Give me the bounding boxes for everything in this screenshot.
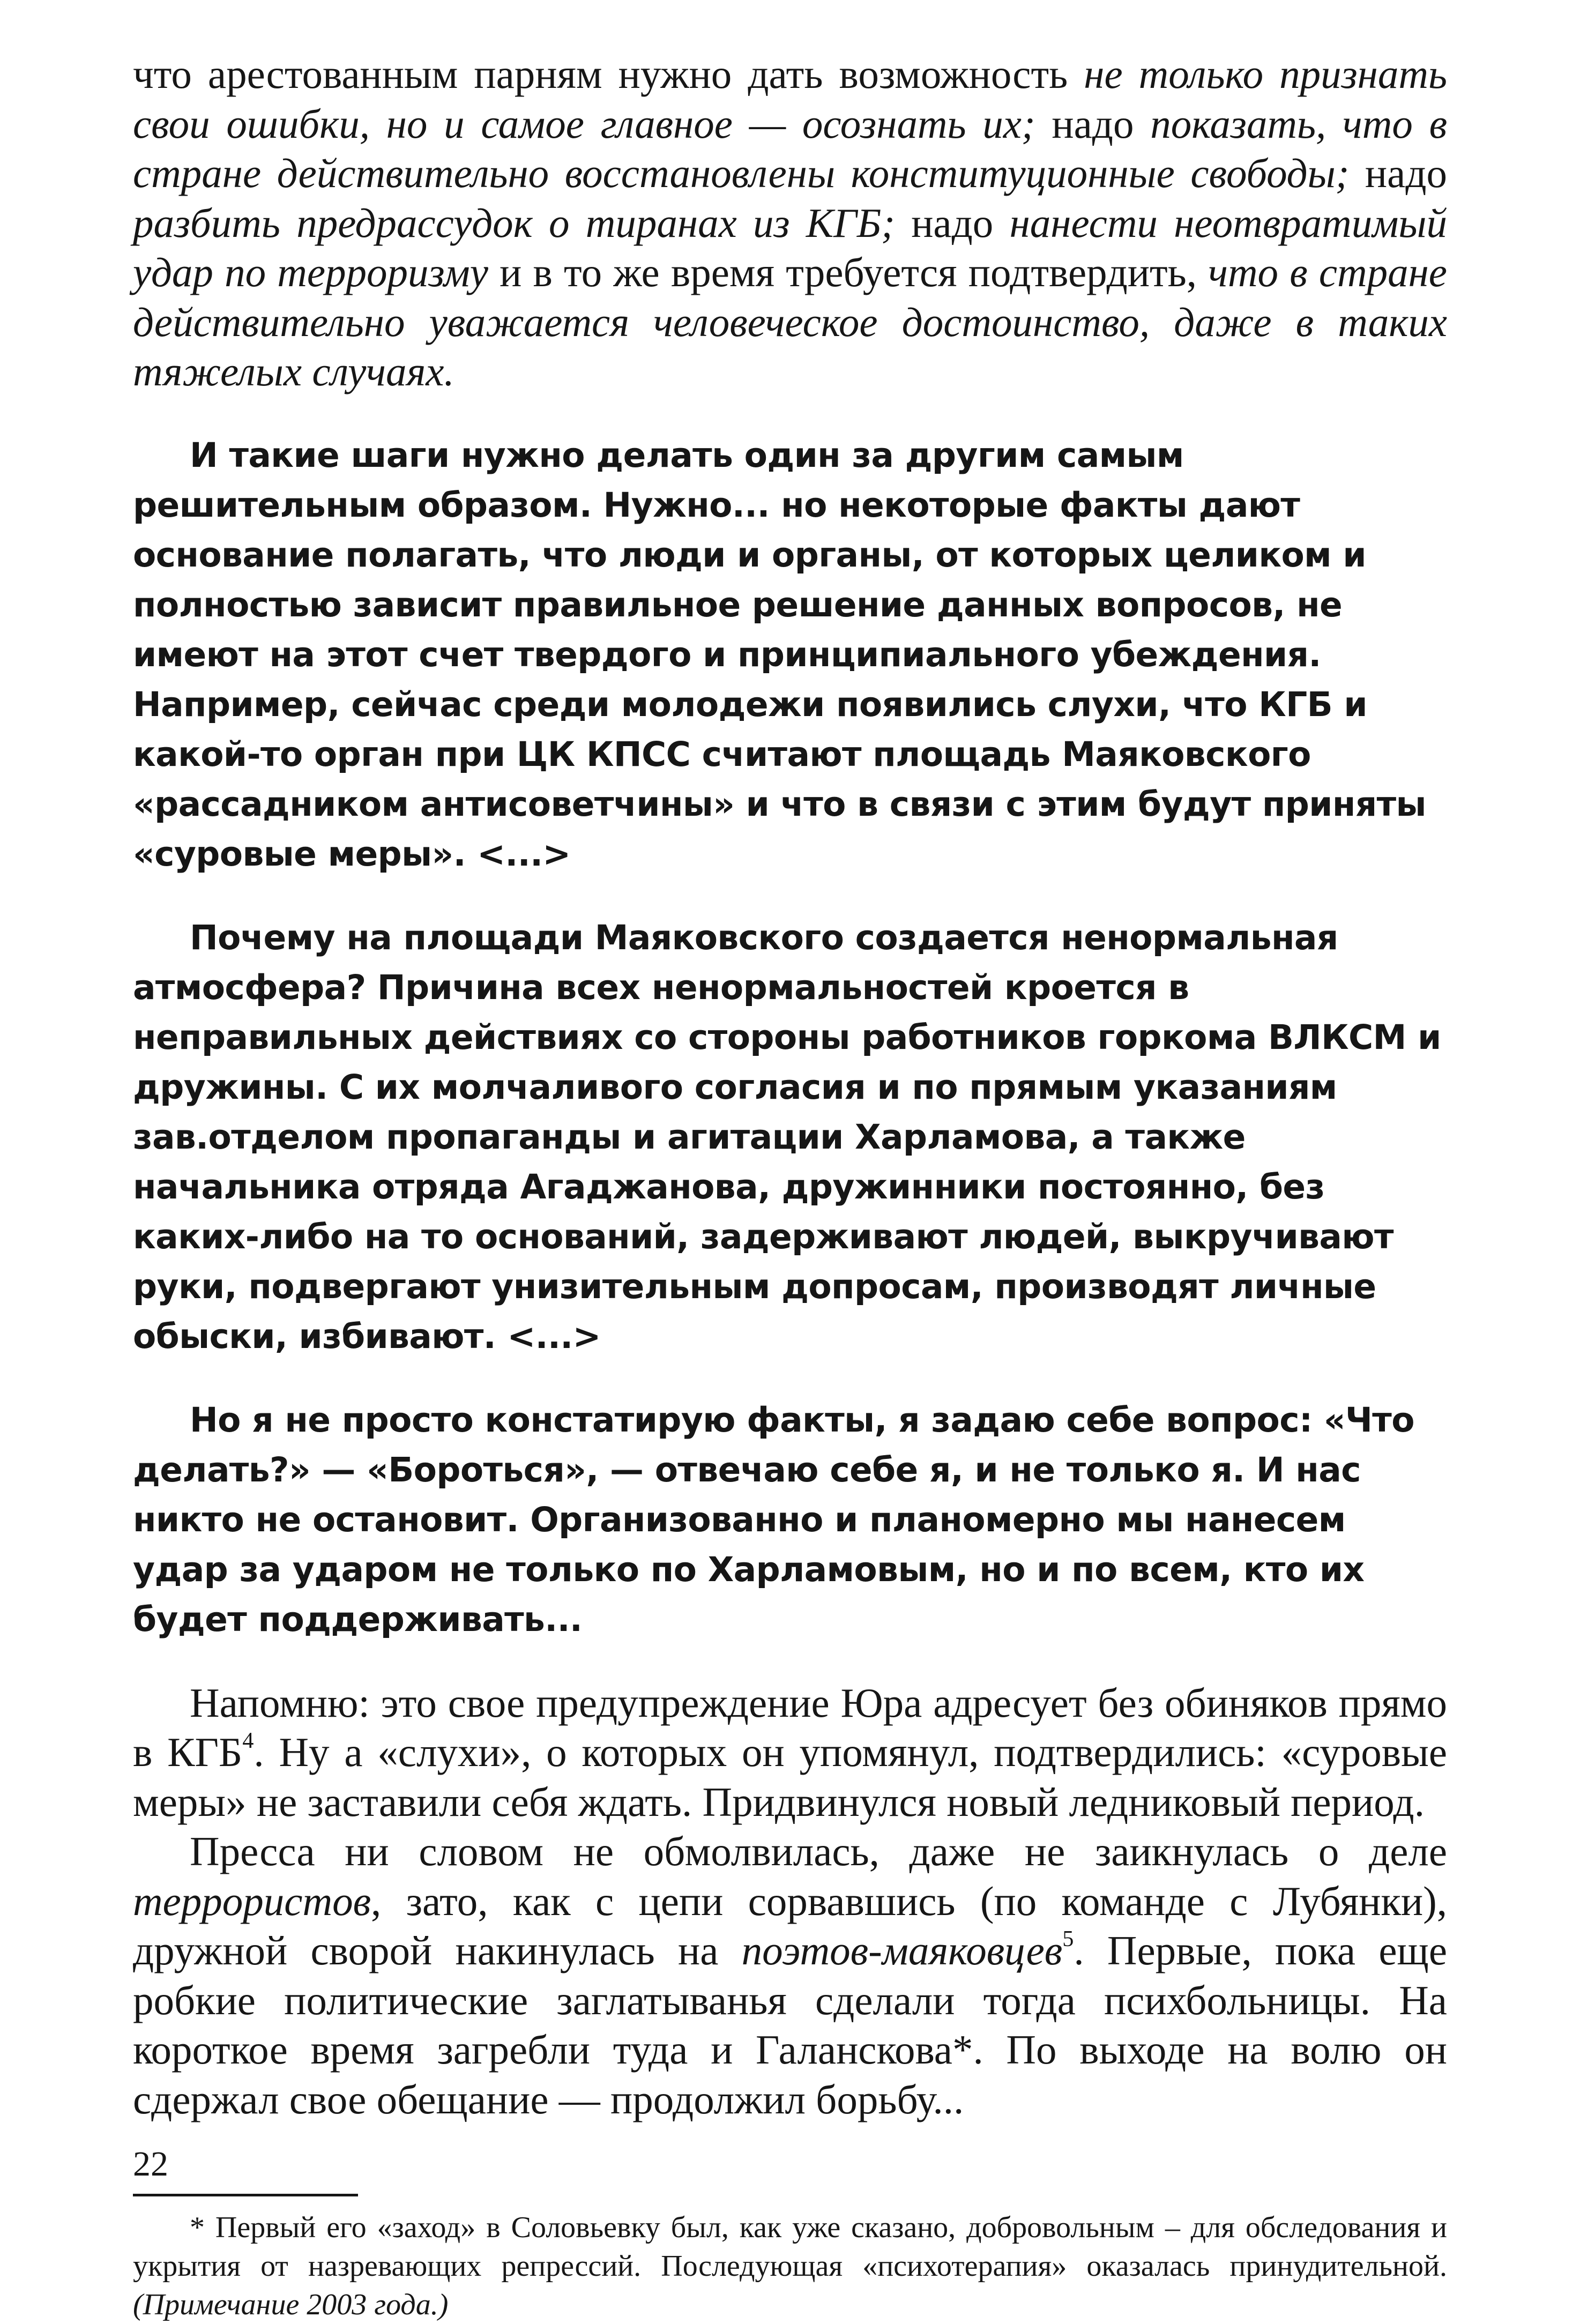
text-run: * Первый его «заход» в Соловьевку был, как уже сказано, добровольным – для обследования и укрытия от назревающих репрессий. Последующая «психотерапия» оказалась принудительной. xyxy=(133,2211,1447,2283)
text-run: и в то же время требуется подтвердить, xyxy=(488,249,1209,295)
italic-run: показать, что в стране действительно восстановлены конституционные свободы; xyxy=(133,100,1447,196)
paragraph-3 xyxy=(133,1827,1447,2124)
intro-text xyxy=(133,49,1447,397)
footnote xyxy=(133,2208,1447,2324)
text-run: , зато, как с цепи сорвавшись (по команде с Лубянки), дружной сворой накинулась на xyxy=(133,1878,1447,1973)
footnote-ref: 5 xyxy=(1062,1926,1074,1952)
quoted-letter xyxy=(133,430,1447,1644)
page-number: 22 xyxy=(133,2144,168,2184)
footnote-ref: 4 xyxy=(242,1728,254,1754)
text-run: надо xyxy=(1349,150,1447,196)
italic-run: (Примечание 2003 года.) xyxy=(133,2288,449,2321)
italic-run: разбить предрассудок о тиранах из КГБ; xyxy=(133,199,895,246)
text-run: Пресса ни словом не обмолвилась, даже не заикнулась о деле xyxy=(190,1828,1447,1874)
paragraph-1 xyxy=(133,49,1447,397)
footnote-divider xyxy=(133,2194,358,2196)
italic-run: что в стране действительно уважается человеческое достоинство, даже в таких тяжелых случаях. xyxy=(133,249,1447,394)
italic-run: нанести неотвратимый удар по терроризму xyxy=(133,199,1448,295)
text-run: что арестованным парням нужно дать возможность xyxy=(133,51,1084,97)
text-run: . Первые, пока еще робкие политические заглатыванья сделали тогда психбольницы. На короткое время загребли туда и Галанскова*. По выходе на волю он сдержал свое обещание — продолжил борьбу... xyxy=(133,1927,1447,2122)
italic-run: поэтов-маяковцев xyxy=(741,1927,1063,1973)
quote-paragraph-3: Но я не просто констатирую факты, я задаю себе вопрос: «Что делать?» — «Бороться», — отвечаю себе я, и не только я. И нас никто не остановит. Организованно и планомерно мы нанесем удар за ударом не только по Харламовым, но и по всем, кто их будет поддерживать... xyxy=(133,1400,1414,1639)
text-run: . Ну а «слухи», о которых он упомянул, подтвердились: «суровые меры» не заставили себя ждать. Придвинулся новый ледниковый период. xyxy=(133,1729,1447,1825)
narrative-text xyxy=(133,1678,1447,2125)
quote-paragraph-1: И такие шаги нужно делать один за другим самым решительным образом. Нужно... но некоторые факты дают основание полагать, что люди и органы, от которых целиком и полностью зависит правильное решение данных вопросов, не имеют на этот счет твердого и принципиального убеждения. Например, сейчас среди молодежи появились слухи, что КГБ и какой-то орган при ЦК КПСС считают площадь Маяковского «рассадником антисоветчины» и что в связи с этим будут приняты «суровые меры». <...> xyxy=(133,435,1426,874)
quote-paragraph-2: Почему на площади Маяковского создается ненормальная атмосфера? Причина всех ненормальностей кроется в неправильных действиях со стороны работников горкома ВЛКСМ и дружины. С их молчаливого согласия и по прямым указаниям зав.отделом пропаганды и агитации Харламова, а также начальника отряда Агаджанова, дружинники постоянно, без каких-либо на то оснований, задерживают людей, выкручивают руки, подвергают унизительным допросам, производят личные обыски, избивают. <...> xyxy=(133,918,1441,1356)
paragraph-2 xyxy=(133,1678,1447,1827)
italic-run: не только признать свои ошибки, но и самое главное — осознать их; xyxy=(133,51,1447,147)
text-run: надо xyxy=(1035,100,1151,147)
book-page xyxy=(133,49,1448,2321)
italic-run: террористов xyxy=(133,1878,371,1924)
text-run: Напомню: это свое предупреждение Юра адресует без обиняков прямо в КГБ xyxy=(133,1679,1447,1775)
text-run: надо xyxy=(895,199,1010,246)
